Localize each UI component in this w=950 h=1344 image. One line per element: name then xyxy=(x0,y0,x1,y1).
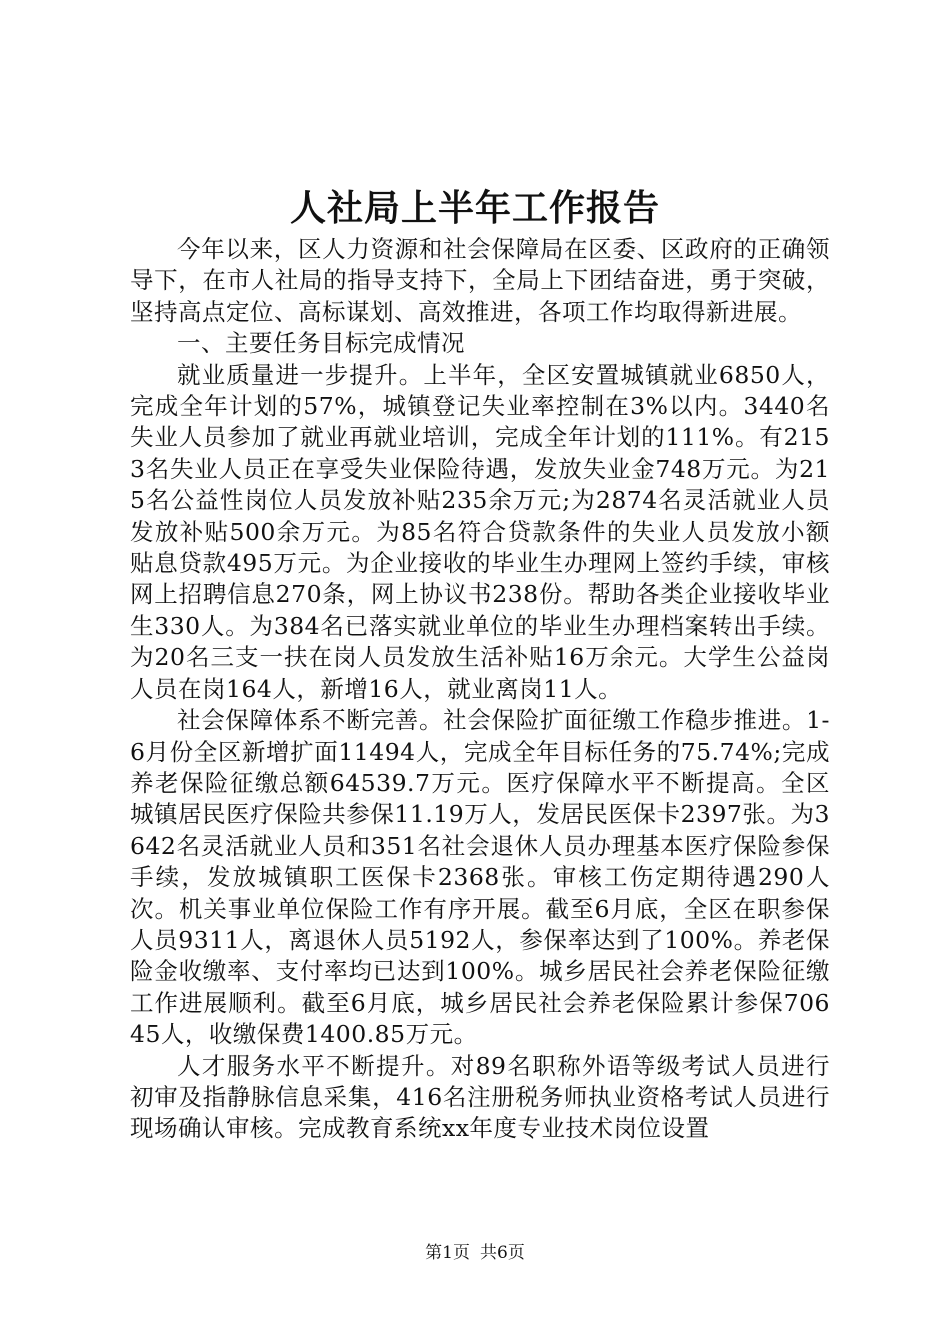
paragraph-talent-services: 人才服务水平不断提升。对89名职称外语等级考试人员进行初审及指静脉信息采集，416名注册税务师执业资格考试人员进行现场确认审核。完成教育系统xx年度专业技术岗位设置 xyxy=(130,1051,830,1143)
page-total: 共6页 xyxy=(480,1243,525,1263)
paragraph-social-security: 社会保障体系不断完善。社会保险扩面征缴工作稳步推进。1-6月份全区新增扩面11494人，完成全年目标任务的75.74%;完成养老保险征缴总额64539.7万元。医疗保障水平不断提高。全区城镇居民医疗保险共参保11.19万人，发居民医保卡2397张。为3642名灵活就业人员和351名社会退休人员办理基本医疗保险参保手续，发放城镇职工医保卡2368张。审核工伤定期待遇290人次。机关事业单位保险工作有序开展。截至6月底，全区在职参保人员9311人，离退休人员5192人，参保率达到了100%。养老保险金收缴率、支付率均已达到100%。城乡居民社会养老保险征缴工作进展顺利。截至6月底，城乡居民社会养老保险累计参保70645人，收缴保费1400.85万元。 xyxy=(130,706,830,1049)
section-heading-main-tasks: 一、主要任务目标完成情况 xyxy=(177,329,465,358)
document-title: 人社局上半年工作报告 xyxy=(289,187,660,229)
document-body xyxy=(130,234,830,1145)
page-number: 第1页 xyxy=(425,1243,470,1263)
paragraph-employment: 就业质量进一步提升。上半年，全区安置城镇就业6850人，完成全年计划的57%，城镇登记失业率控制在3%以内。3440名失业人员参加了就业再就业培训，完成全年计划的111%。有2153名失业人员正在享受失业保险待遇，发放失业金748万元。为215名公益性岗位人员发放补贴235余万元;为2874名灵活就业人员发放补贴500余万元。为85名符合贷款条件的失业人员发放小额贴息贷款495万元。为企业接收的毕业生办理网上签约手续，审核网上招聘信息270条，网上协议书238份。帮助各类企业接收毕业生330人。为384名已落实就业单位的毕业生办理档案转出手续。为20名三支一扶在岗人员发放生活补贴16万余元。大学生公益岗人员在岗164人，新增16人，就业离岗11人。 xyxy=(130,360,830,703)
page-footer xyxy=(0,1242,950,1264)
paragraph-intro: 今年以来，区人力资源和社会保障局在区委、区政府的正确领导下，在市人社局的指导支持下，全局上下团结奋进，勇于突破，坚持高点定位、高标谋划、高效推进，各项工作均取得新进展。 xyxy=(130,235,830,326)
